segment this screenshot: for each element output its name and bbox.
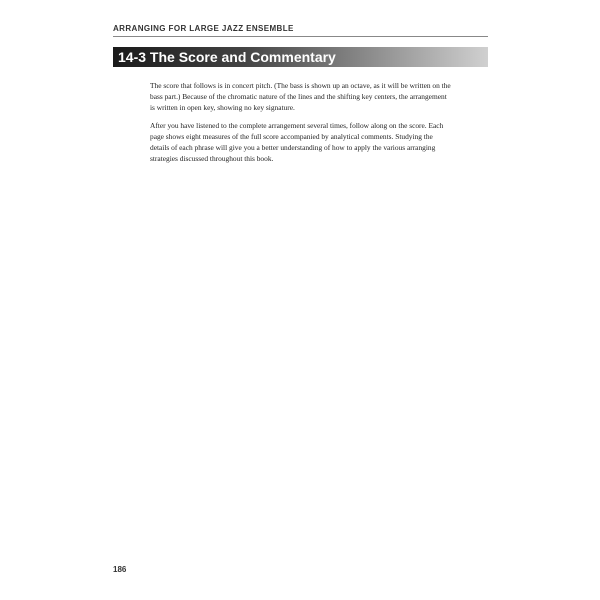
body-paragraph-2: After you have listened to the complete arrangement several times, follow along on the score. Each page shows eight measures of the full score accompanied by analytical comments. Studying the details of each phrase will give you a better understanding of how to apply the various arranging strategies discussed throughout this book. [150,121,444,163]
section-title: 14-3 The Score and Commentary [118,49,336,65]
page-number: 186 [113,565,127,574]
body-paragraph-1: The score that follows is in concert pitch. (The bass is shown up an octave, as it will be written on the bass part.) Because of the chromatic nature of the lines and the shifting key centers, the arrangement is written in open key, showing no key signature. [150,81,451,112]
running-head: ARRANGING FOR LARGE JAZZ ENSEMBLE [113,24,294,33]
header-rule [113,36,488,37]
